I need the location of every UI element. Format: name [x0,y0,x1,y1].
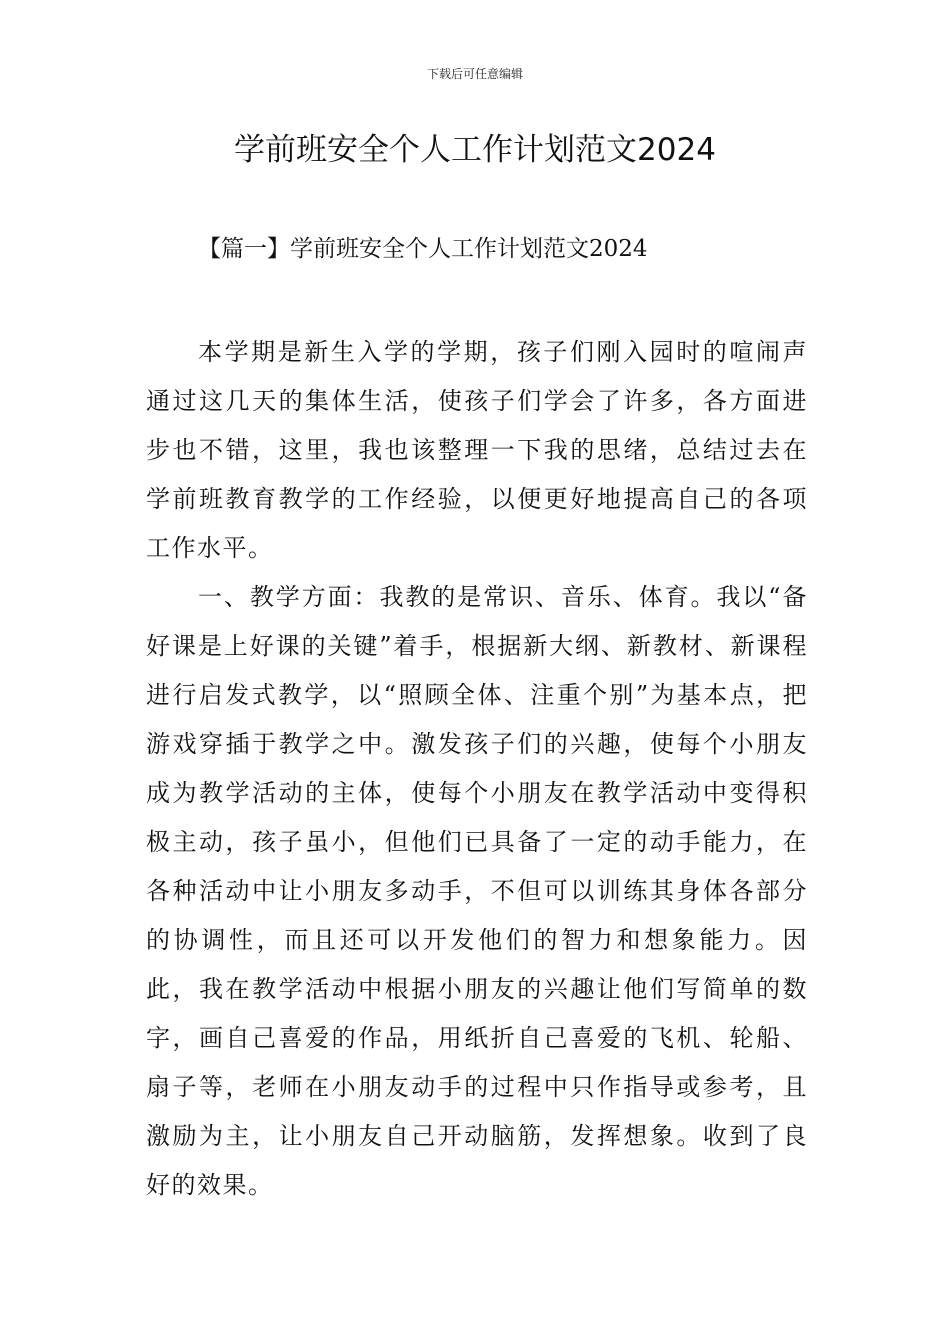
paragraph-teaching: 一、教学方面：我教的是常识、音乐、体育。我以“备好课是上好课的关键”着手，根据新大纲、新教材、新课程进行启发式教学，以“照顾全体、注重个别”为基本点，把游戏穿插于教学之中。激发孩子们的兴趣，使每个小朋友成为教学活动的主体，使每个小朋友在教学活动中变得积极主动，孩子虽小，但他们已具备了一定的动手能力，在各种活动中让小朋友多动手，不但可以训练其身体各部分的协调性，而且还可以开发他们的智力和想象能力。因此，我在教学活动中根据小朋友的兴趣让他们写简单的数字，画自己喜爱的作品，用纸折自己喜爱的飞机、轮船、扇子等，老师在小朋友动手的过程中只作指导或参考，且激励为主，让小朋友自己开动脑筋，发挥想象。收到了良好的效果。 [146,583,808,1199]
paragraph-intro: 本学期是新生入学的学期，孩子们刚入园时的喧闹声通过这几天的集体生活，使孩子们学会了许多，各方面进步也不错，这里，我也该整理一下我的思绪，总结过去在学前班教育教学的工作经验，以便更好地提高自己的各项工作水平。 [146,338,808,562]
header-note: 下载后可任意编辑 [426,67,523,81]
body-text [146,328,808,1210]
section-heading: 【篇一】学前班安全个人工作计划范文2024 [198,236,648,262]
document-title: 学前班安全个人工作计划范文2024 [234,132,716,168]
